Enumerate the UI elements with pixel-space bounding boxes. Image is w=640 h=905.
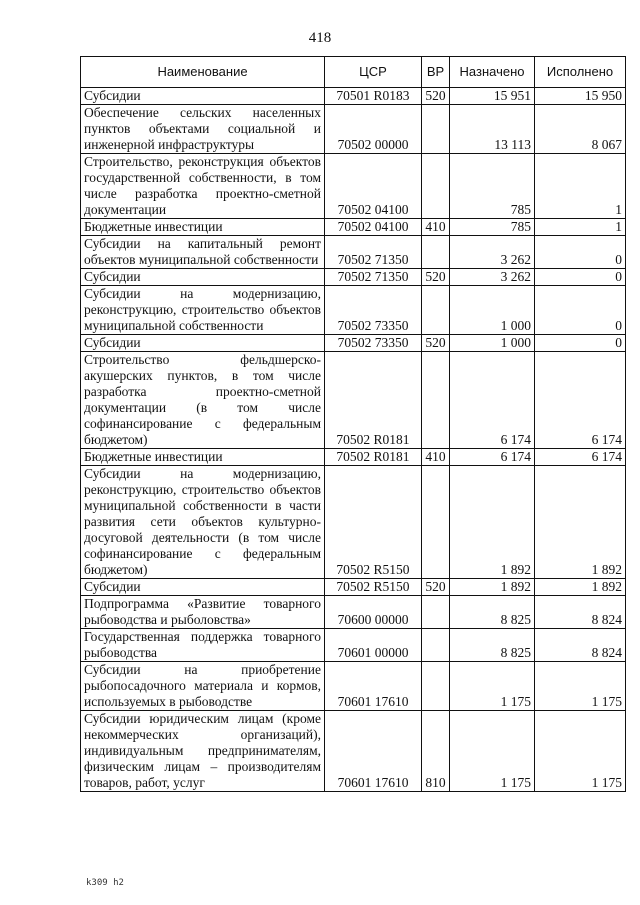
cell-name: Субсидии — [81, 88, 325, 105]
cell-executed: 1 892 — [535, 579, 626, 596]
budget-table — [80, 56, 626, 792]
cell-vr — [422, 466, 450, 579]
cell-name: Субсидии — [81, 269, 325, 286]
cell-executed: 0 — [535, 269, 626, 286]
cell-vr — [422, 596, 450, 629]
cell-assigned: 1 892 — [450, 579, 535, 596]
cell-csr: 70601 17610 — [325, 662, 422, 711]
table-row — [81, 88, 626, 105]
page-number: 418 — [308, 30, 332, 46]
cell-csr: 70600 00000 — [325, 596, 422, 629]
cell-vr: 410 — [422, 219, 450, 236]
cell-name: Субсидии на приобретение рыбопосадочного материала и кормов, используемых в рыбоводстве — [81, 662, 325, 711]
cell-csr: 70601 17610 — [325, 711, 422, 792]
table-body — [81, 88, 626, 792]
cell-executed: 8 824 — [535, 629, 626, 662]
cell-vr — [422, 352, 450, 449]
cell-vr: 520 — [422, 335, 450, 352]
cell-csr: 70502 00000 — [325, 105, 422, 154]
cell-csr: 70502 71350 — [325, 236, 422, 269]
cell-assigned: 8 825 — [450, 629, 535, 662]
table-row — [81, 154, 626, 219]
cell-executed: 15 950 — [535, 88, 626, 105]
cell-csr: 70502 71350 — [325, 269, 422, 286]
table-row — [81, 449, 626, 466]
cell-name: Субсидии на модернизацию, реконструкцию, строительство объектов муниципальной собственности — [81, 286, 325, 335]
table-row — [81, 286, 626, 335]
cell-name: Субсидии на модернизацию, реконструкцию, строительство объектов муниципальной собственности в части развития сети объектов культурно-досуговой деятельности (в том числе софинансирование с федеральным бюджетом) — [81, 466, 325, 579]
header-name: Наименование — [81, 57, 325, 88]
cell-assigned: 1 175 — [450, 711, 535, 792]
table-row — [81, 236, 626, 269]
table-row — [81, 662, 626, 711]
cell-name: Строительство, реконструкция объектов государственной собственности, в том числе разработка проектно-сметной документации — [81, 154, 325, 219]
cell-name: Субсидии на капитальный ремонт объектов муниципальной собственности — [81, 236, 325, 269]
cell-csr: 70502 04100 — [325, 154, 422, 219]
cell-assigned: 785 — [450, 219, 535, 236]
cell-csr: 70502 R5150 — [325, 466, 422, 579]
cell-csr: 70502 R0181 — [325, 449, 422, 466]
cell-csr: 70601 00000 — [325, 629, 422, 662]
cell-assigned: 8 825 — [450, 596, 535, 629]
cell-executed: 1 892 — [535, 466, 626, 579]
cell-name: Обеспечение сельских населенных пунктов объектами социальной и инженерной инфраструктуры — [81, 105, 325, 154]
cell-vr — [422, 236, 450, 269]
cell-executed: 1 175 — [535, 711, 626, 792]
table-row — [81, 105, 626, 154]
table-row — [81, 579, 626, 596]
table-row — [81, 219, 626, 236]
cell-executed: 1 175 — [535, 662, 626, 711]
cell-vr: 410 — [422, 449, 450, 466]
cell-csr: 70501 R0183 — [325, 88, 422, 105]
cell-assigned: 6 174 — [450, 449, 535, 466]
cell-csr: 70502 73350 — [325, 335, 422, 352]
cell-executed: 0 — [535, 335, 626, 352]
cell-name: Строительство фельдшерско-акушерских пунктов, в том числе разработка проектно-сметной документации (в том числе софинансирование с федеральным бюджетом) — [81, 352, 325, 449]
cell-name: Государственная поддержка товарного рыбоводства — [81, 629, 325, 662]
table-header-row — [81, 57, 626, 88]
cell-executed: 6 174 — [535, 352, 626, 449]
cell-executed: 0 — [535, 236, 626, 269]
cell-executed: 8 067 — [535, 105, 626, 154]
table-row — [81, 352, 626, 449]
cell-assigned: 6 174 — [450, 352, 535, 449]
cell-assigned: 3 262 — [450, 269, 535, 286]
cell-executed: 8 824 — [535, 596, 626, 629]
cell-name: Субсидии — [81, 579, 325, 596]
cell-csr: 70502 73350 — [325, 286, 422, 335]
header-executed: Исполнено — [535, 57, 626, 88]
cell-assigned: 15 951 — [450, 88, 535, 105]
cell-assigned: 3 262 — [450, 236, 535, 269]
table-row — [81, 596, 626, 629]
cell-name: Субсидии юридическим лицам (кроме некоммерческих организаций), индивидуальным предпринимателям, физическим лицам – производителям товаров, работ, услуг — [81, 711, 325, 792]
table-row — [81, 335, 626, 352]
cell-csr: 70502 R0181 — [325, 352, 422, 449]
cell-vr — [422, 286, 450, 335]
cell-vr — [422, 105, 450, 154]
cell-assigned: 1 175 — [450, 662, 535, 711]
footer-code: k309 h2 — [86, 878, 124, 888]
cell-csr: 70502 R5150 — [325, 579, 422, 596]
cell-assigned: 1 000 — [450, 286, 535, 335]
header-vr: ВР — [422, 57, 450, 88]
cell-name: Подпрограмма «Развитие товарного рыбоводства и рыболовства» — [81, 596, 325, 629]
cell-vr: 520 — [422, 88, 450, 105]
cell-csr: 70502 04100 — [325, 219, 422, 236]
cell-assigned: 785 — [450, 154, 535, 219]
cell-assigned: 1 892 — [450, 466, 535, 579]
header-csr: ЦСР — [325, 57, 422, 88]
cell-vr — [422, 629, 450, 662]
cell-executed: 1 — [535, 219, 626, 236]
cell-vr: 810 — [422, 711, 450, 792]
cell-assigned: 13 113 — [450, 105, 535, 154]
cell-executed: 0 — [535, 286, 626, 335]
table-row — [81, 269, 626, 286]
table-row — [81, 629, 626, 662]
table-row — [81, 466, 626, 579]
cell-vr — [422, 154, 450, 219]
cell-vr — [422, 662, 450, 711]
cell-name: Бюджетные инвестиции — [81, 449, 325, 466]
cell-vr: 520 — [422, 269, 450, 286]
cell-assigned: 1 000 — [450, 335, 535, 352]
cell-name: Бюджетные инвестиции — [81, 219, 325, 236]
cell-name: Субсидии — [81, 335, 325, 352]
header-assigned: Назначено — [450, 57, 535, 88]
cell-executed: 1 — [535, 154, 626, 219]
table-row — [81, 711, 626, 792]
cell-executed: 6 174 — [535, 449, 626, 466]
cell-vr: 520 — [422, 579, 450, 596]
